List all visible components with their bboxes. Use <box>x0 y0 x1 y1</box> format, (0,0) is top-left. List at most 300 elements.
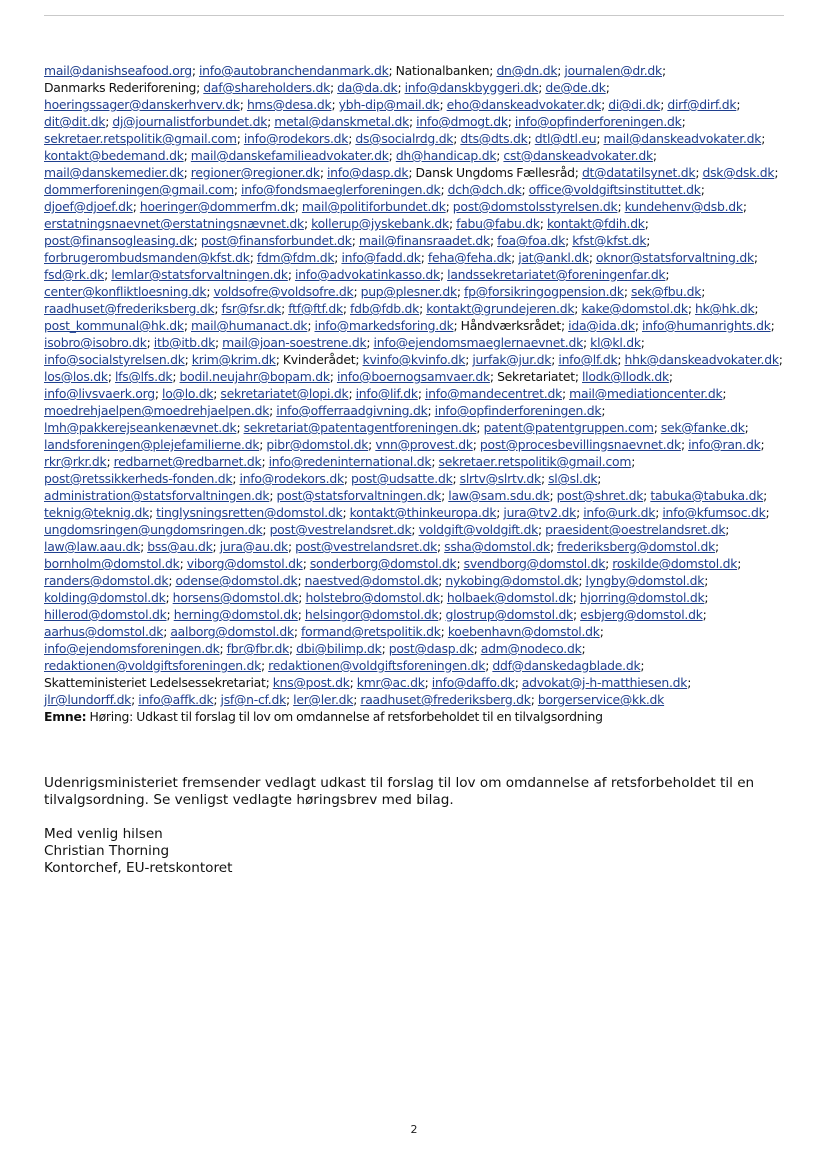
recipient-email-link[interactable]: ddf@danskedagblade.dk <box>492 658 641 673</box>
recipient-email-link[interactable]: law@law.aau.dk <box>44 539 141 554</box>
recipient-email-link[interactable]: hillerod@domstol.dk <box>44 607 167 622</box>
recipient-email-link[interactable]: llodk@llodk.dk <box>581 369 669 384</box>
recipient-separator: ; <box>106 454 111 469</box>
recipient-email-link[interactable]: praesident@oestrelandsret.dk <box>545 522 726 537</box>
recipient-email-link[interactable]: dtl@dtl.eu <box>534 131 597 146</box>
recipient-email-link[interactable]: jura@au.dk <box>219 539 288 554</box>
recipient-email-link[interactable]: de@de.dk <box>545 80 606 95</box>
recipient-email-link[interactable]: post@statsforvaltningen.dk <box>276 488 442 503</box>
recipient-email-link[interactable]: landsforeningen@plejefamilierne.dk <box>44 437 260 452</box>
recipient-email-link[interactable]: info@rodekors.dk <box>243 131 349 146</box>
recipient-separator: ; <box>445 199 450 214</box>
recipient-separator: ; <box>140 539 144 554</box>
recipient-email-link[interactable]: landssekretariatet@foreningenfar.dk <box>447 267 666 282</box>
recipient-separator: ; <box>687 301 692 316</box>
recipient-email-link[interactable]: sekretariat@patentagentforeningen.dk <box>243 420 477 435</box>
recipient-separator: ; <box>294 199 299 214</box>
recipient-email-link[interactable]: kontakt@thinkeuropa.dk <box>349 505 497 520</box>
recipient-email-link[interactable]: kolding@domstol.dk <box>44 590 166 605</box>
recipient-separator: ; <box>206 284 211 299</box>
recipient-email-link[interactable]: horsens@domstol.dk <box>172 590 299 605</box>
recipient-separator: ; <box>351 233 356 248</box>
recipient-separator: ; <box>521 182 526 197</box>
recipient-email-link[interactable]: post@dasp.dk <box>388 641 474 656</box>
recipient-email-link[interactable]: jsf@n-cf.dk <box>220 692 286 707</box>
recipient-separator: ; <box>496 505 501 520</box>
recipient-separator: ; <box>644 216 649 231</box>
recipient-email-link[interactable]: jurfak@jur.dk <box>472 352 552 367</box>
recipient-email-link[interactable]: sekretaer.retspolitik@gmail.com <box>438 454 632 469</box>
recipient-separator: ; <box>440 182 445 197</box>
recipient-separator: ; <box>472 437 477 452</box>
recipient-email-link[interactable]: daf@shareholders.dk <box>203 80 330 95</box>
recipient-email-link[interactable]: info@ran.dk <box>688 437 761 452</box>
recipient-separator: ; <box>131 692 136 707</box>
recipient-separator: ; <box>680 437 685 452</box>
recipient-email-link[interactable]: info@markedsforing.dk <box>314 318 454 333</box>
recipient-email-link[interactable]: dirf@dirf.dk <box>667 97 737 112</box>
recipient-email-link[interactable]: randers@domstol.dk <box>44 573 169 588</box>
recipient-email-link[interactable]: di@di.dk <box>608 97 661 112</box>
recipient-email-link[interactable]: foa@foa.dk <box>497 233 566 248</box>
recipient-separator: ; <box>485 658 490 673</box>
recipient-email-link[interactable]: fdb@fdb.dk <box>350 301 420 316</box>
recipient-email-link[interactable]: lo@lo.dk <box>162 386 214 401</box>
recipient-separator: ; <box>439 590 444 605</box>
recipient-separator: ; <box>349 675 354 690</box>
recipient-email-link[interactable]: dbi@bilimp.dk <box>296 641 382 656</box>
recipient-email-link[interactable]: eho@danskeadvokater.dk <box>446 97 602 112</box>
recipient-email-link[interactable]: kake@domstol.dk <box>581 301 688 316</box>
recipient-email-link[interactable]: post_kommunal@hk.dk <box>44 318 184 333</box>
recipient-email-link[interactable]: info@redeninternational.dk <box>268 454 432 469</box>
recipient-email-link[interactable]: post@finansogleasing.dk <box>44 233 194 248</box>
recipient-separator: ; <box>368 437 373 452</box>
recipient-separator: ; <box>441 488 446 503</box>
recipient-email-link[interactable]: formand@retspolitik.dk <box>301 624 441 639</box>
recipient-separator: ; <box>213 692 218 707</box>
recipient-email-link[interactable]: kns@post.dk <box>272 675 350 690</box>
recipient-email-link[interactable]: ybh-dip@mail.dk <box>338 97 440 112</box>
recipient-separator: ; <box>329 369 334 384</box>
recipient-email-link[interactable]: aarhus@domstol.dk <box>44 624 164 639</box>
recipient-email-link[interactable]: kontakt@grundejeren.dk <box>426 301 575 316</box>
recipient-email-link[interactable]: info@boernogsamvaer.dk <box>336 369 490 384</box>
recipient-email-link[interactable]: glostrup@domstol.dk <box>445 607 573 622</box>
recipient-email-link[interactable]: info@urk.dk <box>583 505 656 520</box>
recipient-email-link[interactable]: kontakt@fdih.dk <box>546 216 645 231</box>
recipient-email-link[interactable]: post@vestrelandsret.dk <box>295 539 437 554</box>
recipient-separator: ; <box>573 607 577 622</box>
recipient-separator: ; <box>438 573 443 588</box>
recipient-email-link[interactable]: oknor@statsforvaltning.dk <box>595 250 754 265</box>
recipient-email-link[interactable]: fsd@rk.dk <box>44 267 105 282</box>
recipient-separator: ; <box>366 335 371 350</box>
recipient-email-link[interactable]: raadhuset@frederiksberg.dk <box>360 692 531 707</box>
recipient-separator: ; <box>269 403 274 418</box>
recipient-email-link[interactable]: da@da.dk <box>337 80 398 95</box>
recipient-email-link[interactable]: ida@ida.dk <box>568 318 635 333</box>
recipient-email-link[interactable]: sl@sl.dk <box>548 471 598 486</box>
recipient-separator: ; <box>448 216 453 231</box>
recipient-email-link[interactable]: info@rodekors.dk <box>239 471 344 486</box>
recipient-email-link[interactable]: esbjerg@domstol.dk <box>580 607 703 622</box>
recipient-email-link[interactable]: mail@politiforbundet.dk <box>301 199 446 214</box>
recipient-email-link[interactable]: post@procesbevillingsnaevnet.dk <box>479 437 681 452</box>
recipient-separator: ; <box>496 148 501 163</box>
recipient-email-link[interactable]: post@shret.dk <box>556 488 644 503</box>
recipient-separator: ; <box>770 318 775 333</box>
recipient-email-link[interactable]: info@dmogt.dk <box>416 114 508 129</box>
recipient-separator: ; <box>704 573 709 588</box>
recipient-separator: ; <box>601 97 605 112</box>
recipient-email-link[interactable]: info@autobranchendanmark.dk <box>198 63 389 78</box>
recipient-email-link[interactable]: info@mandecentret.dk <box>424 386 563 401</box>
recipient-separator: ; <box>149 505 153 520</box>
recipient-separator: ; <box>297 573 302 588</box>
recipient-email-link[interactable]: fbr@fbr.dk <box>226 641 290 656</box>
recipient-email-link[interactable]: roskilde@domstol.dk <box>612 556 738 571</box>
recipient-separator: ; <box>424 675 429 690</box>
recipient-separator: ; <box>281 301 285 316</box>
recipient-separator: ; <box>540 471 545 486</box>
recipient-separator: ; <box>214 301 219 316</box>
recipient-separator: ; <box>605 80 610 95</box>
recipient-separator: ; <box>583 335 587 350</box>
recipient-email-link[interactable]: jlr@lundorff.dk <box>44 692 132 707</box>
recipient-separator: ; <box>431 454 436 469</box>
recipient-email-link[interactable]: administration@statsforvaltningen.dk <box>44 488 270 503</box>
recipient-separator: ; <box>302 556 307 571</box>
recipient-email-link[interactable]: regioner@regioner.dk <box>190 165 320 180</box>
recipient-separator: ; <box>551 352 556 367</box>
recipient-email-link[interactable]: kollerup@jyskebank.dk <box>311 216 449 231</box>
recipient-email-link[interactable]: info@opfinderforeningen.dk <box>514 114 682 129</box>
recipient-separator: ; <box>597 471 602 486</box>
recipient-separator: ; <box>574 301 579 316</box>
recipient-email-link[interactable]: post@finansforbundet.dk <box>200 233 352 248</box>
recipient-email-link[interactable]: cst@danskeadvokater.dk <box>503 148 653 163</box>
recipient-email-link[interactable]: kmr@ac.dk <box>356 675 425 690</box>
recipient-separator: ; <box>261 454 266 469</box>
recipient-separator: ; <box>489 233 494 248</box>
recipient-email-link[interactable]: tinglysningsretten@domstol.dk <box>156 505 343 520</box>
signature <box>44 826 784 877</box>
recipient-separator: ; <box>342 301 347 316</box>
recipient-email-link[interactable]: nykobing@domstol.dk <box>445 573 579 588</box>
recipient-email-link[interactable]: voldgift@voldgift.dk <box>418 522 538 537</box>
recipient-separator: ; <box>267 114 272 129</box>
recipient-email-link[interactable]: ler@ler.dk <box>293 692 354 707</box>
recipient-email-link[interactable]: los@los.dk <box>44 369 108 384</box>
recipient-email-link[interactable]: sonderborg@domstol.dk <box>309 556 457 571</box>
recipient-email-link[interactable]: info@daffo.dk <box>431 675 515 690</box>
recipient-separator: ; <box>661 63 666 78</box>
recipient-email-link[interactable]: bornholm@domstol.dk <box>44 556 180 571</box>
recipient-email-link[interactable]: ssha@domstol.dk <box>444 539 550 554</box>
recipient-separator: ; <box>191 63 196 78</box>
recipient-email-link[interactable]: post@retssikkerheds-fonden.dk <box>44 471 233 486</box>
recipient-email-link[interactable]: djoef@djoef.dk <box>44 199 133 214</box>
recipient-separator: ; <box>334 250 339 265</box>
recipient-separator: ; <box>601 403 606 418</box>
recipient-separator: ; <box>725 522 730 537</box>
recipient-email-link[interactable]: fabu@fabu.dk <box>456 216 540 231</box>
recipient-separator: ; <box>388 63 393 78</box>
recipient-email-link[interactable]: info@ejendomsmaeglernaevnet.dk <box>373 335 583 350</box>
recipient-email-link[interactable]: info@humanrights.dk <box>641 318 771 333</box>
recipient-email-link[interactable]: post@udsatte.dk <box>351 471 453 486</box>
recipient-email-link[interactable]: teknig@teknig.dk <box>44 505 150 520</box>
recipient-email-link[interactable]: hk@hk.dk <box>694 301 755 316</box>
recipient-email-link[interactable]: mail@danishseafood.org <box>44 63 192 78</box>
recipient-email-link[interactable]: frederiksberg@domstol.dk <box>557 539 716 554</box>
recipient-separator: ; <box>646 233 651 248</box>
recipient-email-link[interactable]: dommerforeningen@gmail.com <box>44 182 234 197</box>
recipient-email-link[interactable]: borgerservice@kk.dk <box>537 692 665 707</box>
recipient-email-link[interactable]: bodil.neujahr@bopam.dk <box>179 369 330 384</box>
recipient-separator: ; <box>736 97 741 112</box>
recipient-email-link[interactable]: patent@patentgruppen.com <box>483 420 654 435</box>
recipient-email-link[interactable]: holbaek@domstol.dk <box>446 590 573 605</box>
recipient-email-link[interactable]: dt@datatilsynet.dk <box>581 165 696 180</box>
recipient-separator: ; <box>668 369 673 384</box>
recipient-email-link[interactable]: hoeringssager@danskerhverv.dk <box>44 97 240 112</box>
recipient-separator: ; <box>107 369 112 384</box>
recipient-separator: ; <box>249 250 254 265</box>
recipient-separator: ; <box>634 318 639 333</box>
recipient-email-link[interactable]: pibr@domstol.dk <box>266 437 369 452</box>
recipient-separator: ; <box>183 148 188 163</box>
recipient-email-link[interactable]: erstatningsnaevnet@erstatningsnævnet.dk <box>44 216 304 231</box>
recipient-email-link[interactable]: moedrehjaelpen@moedrehjaelpen.dk <box>44 403 270 418</box>
recipient-email-link[interactable]: koebenhavn@domstol.dk <box>447 624 600 639</box>
recipient-separator: ; <box>511 250 516 265</box>
recipient-email-link[interactable]: redbarnet@redbarnet.dk <box>113 454 262 469</box>
recipient-separator: ; <box>409 114 413 129</box>
recipient-separator: ; <box>353 284 358 299</box>
recipient-email-link[interactable]: info@opfinderforeningen.dk <box>434 403 602 418</box>
recipient-email-link[interactable]: info@advokatinkasso.dk <box>294 267 440 282</box>
recipient-email-link[interactable]: post@vestrelandsret.dk <box>269 522 412 537</box>
recipient-email-link[interactable]: journalen@dr.dk <box>564 63 662 78</box>
recipient-separator: ; <box>588 250 593 265</box>
recipient-name: Nationalbanken; <box>395 63 494 78</box>
recipient-separator: ; <box>539 216 544 231</box>
recipient-separator: ; <box>760 437 765 452</box>
recipient-separator: ; <box>665 267 670 282</box>
recipient-separator: ; <box>388 148 393 163</box>
recipient-separator: ; <box>342 505 347 520</box>
recipient-entries <box>44 63 783 707</box>
recipient-email-link[interactable]: dts@dts.dk <box>460 131 528 146</box>
recipient-email-link[interactable]: rkr@rkr.dk <box>44 454 107 469</box>
recipient-email-link[interactable]: odense@domstol.dk <box>175 573 298 588</box>
recipient-email-link[interactable]: mail@mediationcenter.dk <box>569 386 723 401</box>
recipient-email-link[interactable]: center@konfliktloesning.dk <box>44 284 207 299</box>
recipient-email-link[interactable]: hjorring@domstol.dk <box>579 590 705 605</box>
recipient-email-link[interactable]: helsingor@domstol.dk <box>304 607 439 622</box>
recipient-email-link[interactable]: metal@danskmetal.dk <box>274 114 410 129</box>
recipient-email-link[interactable]: fdm@fdm.dk <box>256 250 335 265</box>
recipient-list <box>44 62 784 725</box>
recipient-separator: ; <box>572 590 577 605</box>
recipient-email-link[interactable]: hoeringer@dommerfm.dk <box>139 199 295 214</box>
recipient-separator: ; <box>212 539 217 554</box>
recipient-separator: ; <box>640 658 645 673</box>
recipient-separator: ; <box>660 97 665 112</box>
recipient-email-link[interactable]: itb@itb.dk <box>153 335 215 350</box>
recipient-separator: ; <box>330 80 334 95</box>
recipient-email-link[interactable]: info@kfumsoc.dk <box>662 505 766 520</box>
recipient-email-link[interactable]: kundehenv@dsb.dk <box>624 199 743 214</box>
recipient-separator: ; <box>653 420 658 435</box>
recipient-separator: ; <box>765 505 770 520</box>
recipient-separator: ; <box>183 318 188 333</box>
recipient-email-link[interactable]: slrtv@slrtv.dk <box>459 471 541 486</box>
recipient-email-link[interactable]: fsr@fsr.dk <box>221 301 282 316</box>
recipient-email-link[interactable]: jat@ankl.dk <box>518 250 589 265</box>
recipient-email-link[interactable]: aalborg@domstol.dk <box>170 624 294 639</box>
recipient-email-link[interactable]: dj@journalistforbundet.dk <box>112 114 268 129</box>
recipient-separator: ; <box>261 658 265 673</box>
recipient-email-link[interactable]: mail@danskefamilieadvokater.dk <box>190 148 389 163</box>
recipient-email-link[interactable]: fp@forsikringogpension.dk <box>464 284 624 299</box>
signature-name: Christian Thorning <box>44 843 170 859</box>
recipient-email-link[interactable]: info@lif.dk <box>355 386 418 401</box>
recipient-separator: ; <box>275 352 280 367</box>
recipient-email-link[interactable]: lyngby@domstol.dk <box>585 573 705 588</box>
recipient-separator: ; <box>331 97 336 112</box>
recipient-email-link[interactable]: info@offerraadgivning.dk <box>276 403 428 418</box>
recipient-email-link[interactable]: law@sam.sdu.dk <box>448 488 550 503</box>
recipient-email-link[interactable]: mail@danskemedier.dk <box>44 165 184 180</box>
recipient-separator: ; <box>763 488 768 503</box>
recipient-email-link[interactable]: viborg@domstol.dk <box>186 556 303 571</box>
recipient-separator: ; <box>154 386 159 401</box>
recipient-separator: ; <box>166 607 171 622</box>
recipient-email-link[interactable]: sekretaer.retspolitik@gmail.com <box>44 131 237 146</box>
recipient-email-link[interactable]: info@lf.dk <box>558 352 618 367</box>
recipient-email-link[interactable]: office@voldgiftsinstituttet.dk <box>528 182 701 197</box>
recipient-email-link[interactable]: sek@fbu.dk <box>631 284 702 299</box>
recipient-email-link[interactable]: raadhuset@frederiksberg.dk <box>44 301 215 316</box>
recipient-email-link[interactable]: lmh@pakkerejseankenævnet.dk <box>44 420 237 435</box>
recipient-email-link[interactable]: feha@feha.dk <box>427 250 512 265</box>
recipient-separator: ; <box>439 97 444 112</box>
recipient-email-link[interactable]: krim@krim.dk <box>191 352 276 367</box>
recipient-email-link[interactable]: ungdomsringen@ungdomsringen.dk <box>44 522 263 537</box>
recipient-email-link[interactable]: dn@dn.dk <box>496 63 558 78</box>
recipient-separator: ; <box>417 386 422 401</box>
recipient-email-link[interactable]: forbrugerombudsmanden@kfst.dk <box>44 250 250 265</box>
recipient-email-link[interactable]: naestved@domstol.dk <box>304 573 439 588</box>
recipient-name: Dansk Ungdoms Fællesråd; <box>415 165 579 180</box>
recipient-email-link[interactable]: lemlar@statsforvaltningen.dk <box>111 267 288 282</box>
recipient-email-link[interactable]: ds@socialrdg.dk <box>355 131 454 146</box>
recipient-email-link[interactable]: dh@handicap.dk <box>395 148 497 163</box>
recipient-email-link[interactable]: info@ejendomsforeningen.dk <box>44 641 220 656</box>
recipient-email-link[interactable]: post@domstolsstyrelsen.dk <box>452 199 618 214</box>
recipient-email-link[interactable]: info@danskbyggeri.dk <box>404 80 539 95</box>
recipient-email-link[interactable]: voldsofre@voldsofre.dk <box>213 284 354 299</box>
recipient-separator: ; <box>168 573 173 588</box>
recipient-separator: ; <box>631 454 636 469</box>
recipient-email-link[interactable]: bss@au.dk <box>147 539 213 554</box>
recipient-email-link[interactable]: sekretariatet@lopi.dk <box>220 386 349 401</box>
recipient-separator: ; <box>617 352 622 367</box>
recipient-email-link[interactable]: isobro@isobro.dk <box>44 335 147 350</box>
recipient-email-link[interactable]: kfst@kfst.dk <box>572 233 647 248</box>
recipient-email-link[interactable]: info@livsvaerk.org <box>44 386 155 401</box>
recipient-email-link[interactable]: jura@tv2.dk <box>503 505 577 520</box>
recipient-email-link[interactable]: mail@humanact.dk <box>190 318 308 333</box>
recipient-email-link[interactable]: vnn@provest.dk <box>375 437 473 452</box>
recipient-separator: ; <box>737 556 742 571</box>
recipient-separator: ; <box>456 556 461 571</box>
recipient-email-link[interactable]: kvinfo@kvinfo.dk <box>362 352 466 367</box>
recipient-email-link[interactable]: redaktionen@voldgiftsforeningen.dk <box>268 658 486 673</box>
recipient-email-link[interactable]: redaktionen@voldgiftsforeningen.dk <box>44 658 262 673</box>
signature-title: Kontorchef, EU-retskontoret <box>44 860 233 876</box>
recipient-email-link[interactable]: dit@dit.dk <box>44 114 106 129</box>
recipient-email-link[interactable]: info@fondsmaeglerforeningen.dk <box>241 182 441 197</box>
recipient-email-link[interactable]: kl@kl.dk <box>590 335 641 350</box>
recipient-email-link[interactable]: hhk@danskeadvokater.dk <box>624 352 779 367</box>
recipient-email-link[interactable]: mail@danskeadvokater.dk <box>603 131 762 146</box>
recipient-separator: ; <box>565 233 569 248</box>
recipient-email-link[interactable]: info@socialstyrelsen.dk <box>44 352 185 367</box>
recipient-separator: ; <box>489 369 494 384</box>
recipient-email-link[interactable]: advokat@j-h-matthiesen.dk <box>521 675 688 690</box>
recipient-email-link[interactable]: lfs@lfs.dk <box>114 369 173 384</box>
recipient-email-link[interactable]: svendborg@domstol.dk <box>463 556 606 571</box>
recipient-email-link[interactable]: info@dasp.dk <box>326 165 409 180</box>
page-number: 2 <box>410 1123 418 1136</box>
recipient-separator: ; <box>681 114 686 129</box>
recipient-email-link[interactable]: ftf@ftf.dk <box>288 301 343 316</box>
recipient-separator: ; <box>105 114 110 129</box>
recipient-email-link[interactable]: mail@finansraadet.dk <box>358 233 490 248</box>
recipient-email-link[interactable]: pup@plesner.dk <box>360 284 457 299</box>
recipient-email-link[interactable]: mail@joan-soestrene.dk <box>222 335 367 350</box>
subject-text: Høring: Udkast til forslag til lov om omdannelse af retsforbeholdet til en tilvalgsordning <box>89 709 603 724</box>
recipient-separator: ; <box>605 556 610 571</box>
recipient-email-link[interactable]: info@fadd.dk <box>341 250 421 265</box>
recipient-email-link[interactable]: herning@domstol.dk <box>173 607 298 622</box>
recipient-separator: ; <box>778 352 783 367</box>
recipient-email-link[interactable]: adm@nodeco.dk <box>480 641 582 656</box>
recipient-email-link[interactable]: info@affk.dk <box>138 692 214 707</box>
recipient-separator: ; <box>562 386 566 401</box>
recipient-email-link[interactable]: dch@dch.dk <box>447 182 522 197</box>
recipient-name: Skatteministeriet Ledelsessekretariat; <box>44 675 270 690</box>
message-body <box>44 775 784 877</box>
recipient-email-link[interactable]: hms@desa.dk <box>246 97 332 112</box>
recipient-email-link[interactable]: holstebro@domstol.dk <box>305 590 440 605</box>
recipient-separator: ; <box>744 420 749 435</box>
recipient-email-link[interactable]: sek@fanke.dk <box>660 420 745 435</box>
header-rule <box>44 15 784 16</box>
recipient-separator: ; <box>353 692 358 707</box>
recipient-email-link[interactable]: dsk@dsk.dk <box>702 165 775 180</box>
recipient-separator: ; <box>193 233 198 248</box>
recipient-email-link[interactable]: tabuka@tabuka.dk <box>650 488 764 503</box>
recipient-separator: ; <box>476 420 481 435</box>
recipient-separator: ; <box>687 675 692 690</box>
recipient-email-link[interactable]: kontakt@bedemand.dk <box>44 148 184 163</box>
recipient-separator: ; <box>183 165 188 180</box>
